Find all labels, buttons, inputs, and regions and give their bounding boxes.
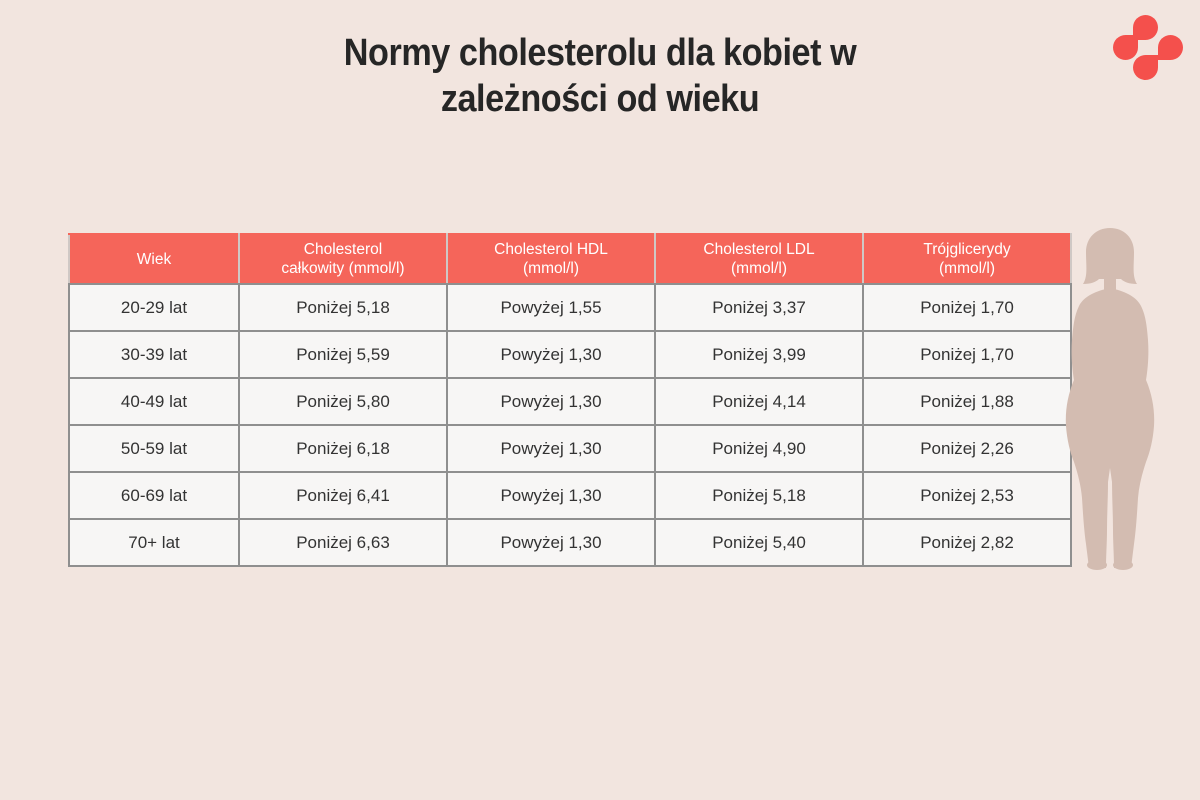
- table-cell: Powyżej 1,30: [447, 425, 655, 472]
- table-cell: Poniżej 1,70: [863, 331, 1071, 378]
- logo-petal-right-icon: [1158, 35, 1183, 60]
- table-header-cell: Cholesterol całkowity (mmol/l): [239, 234, 447, 284]
- page-title-line1: Normy cholesterolu dla kobiet w: [343, 32, 857, 74]
- table-cell: Poniżej 6,63: [239, 519, 447, 566]
- page-title-line2: zależności od wieku: [440, 78, 760, 120]
- table-cell: Poniżej 3,37: [655, 284, 863, 331]
- table-cell: Poniżej 4,90: [655, 425, 863, 472]
- page-title: [60, 30, 1140, 122]
- table-cell: Poniżej 6,18: [239, 425, 447, 472]
- table-cell: Poniżej 6,41: [239, 472, 447, 519]
- table-header-cell: Cholesterol HDL (mmol/l): [447, 234, 655, 284]
- table-cell: Powyżej 1,55: [447, 284, 655, 331]
- table-cell: Poniżej 2,26: [863, 425, 1071, 472]
- table-cell: Poniżej 5,59: [239, 331, 447, 378]
- table-body: [69, 284, 1071, 566]
- table-header-cell: Cholesterol LDL (mmol/l): [655, 234, 863, 284]
- table-header-cell: Trójglicerydy (mmol/l): [863, 234, 1071, 284]
- table-row: [69, 378, 1071, 425]
- table-row: [69, 331, 1071, 378]
- table-row: [69, 425, 1071, 472]
- table-cell: Poniżej 2,53: [863, 472, 1071, 519]
- brand-logo-icon: [1113, 15, 1183, 80]
- woman-silhouette: [1060, 228, 1160, 570]
- table-cell: 40-49 lat: [69, 378, 239, 425]
- table-cell: Poniżej 5,80: [239, 378, 447, 425]
- table-header-row: [69, 234, 1071, 284]
- table-cell: Powyżej 1,30: [447, 519, 655, 566]
- table-cell: Poniżej 5,18: [239, 284, 447, 331]
- table-cell: Poniżej 1,70: [863, 284, 1071, 331]
- table-cell: Powyżej 1,30: [447, 378, 655, 425]
- table-cell: Powyżej 1,30: [447, 472, 655, 519]
- table-header-cell: Wiek: [69, 234, 239, 284]
- table-cell: 70+ lat: [69, 519, 239, 566]
- table-cell: Poniżej 2,82: [863, 519, 1071, 566]
- table-cell: Poniżej 3,99: [655, 331, 863, 378]
- woman-silhouette-graphic: [1060, 228, 1160, 570]
- table-row: [69, 472, 1071, 519]
- table-cell: Powyżej 1,30: [447, 331, 655, 378]
- table-row: [69, 519, 1071, 566]
- table-header-row: [69, 234, 1071, 284]
- table-cell: Poniżej 1,88: [863, 378, 1071, 425]
- table-cell: 30-39 lat: [69, 331, 239, 378]
- table-cell: Poniżej 5,40: [655, 519, 863, 566]
- cholesterol-norms-table: [68, 233, 1072, 567]
- table-cell: 60-69 lat: [69, 472, 239, 519]
- table-cell: Poniżej 4,14: [655, 378, 863, 425]
- logo-petal-bottom-icon: [1133, 55, 1158, 80]
- table-row: [69, 284, 1071, 331]
- table-cell: Poniżej 5,18: [655, 472, 863, 519]
- logo-petal-left-icon: [1113, 35, 1138, 60]
- table-cell: 20-29 lat: [69, 284, 239, 331]
- table-cell: 50-59 lat: [69, 425, 239, 472]
